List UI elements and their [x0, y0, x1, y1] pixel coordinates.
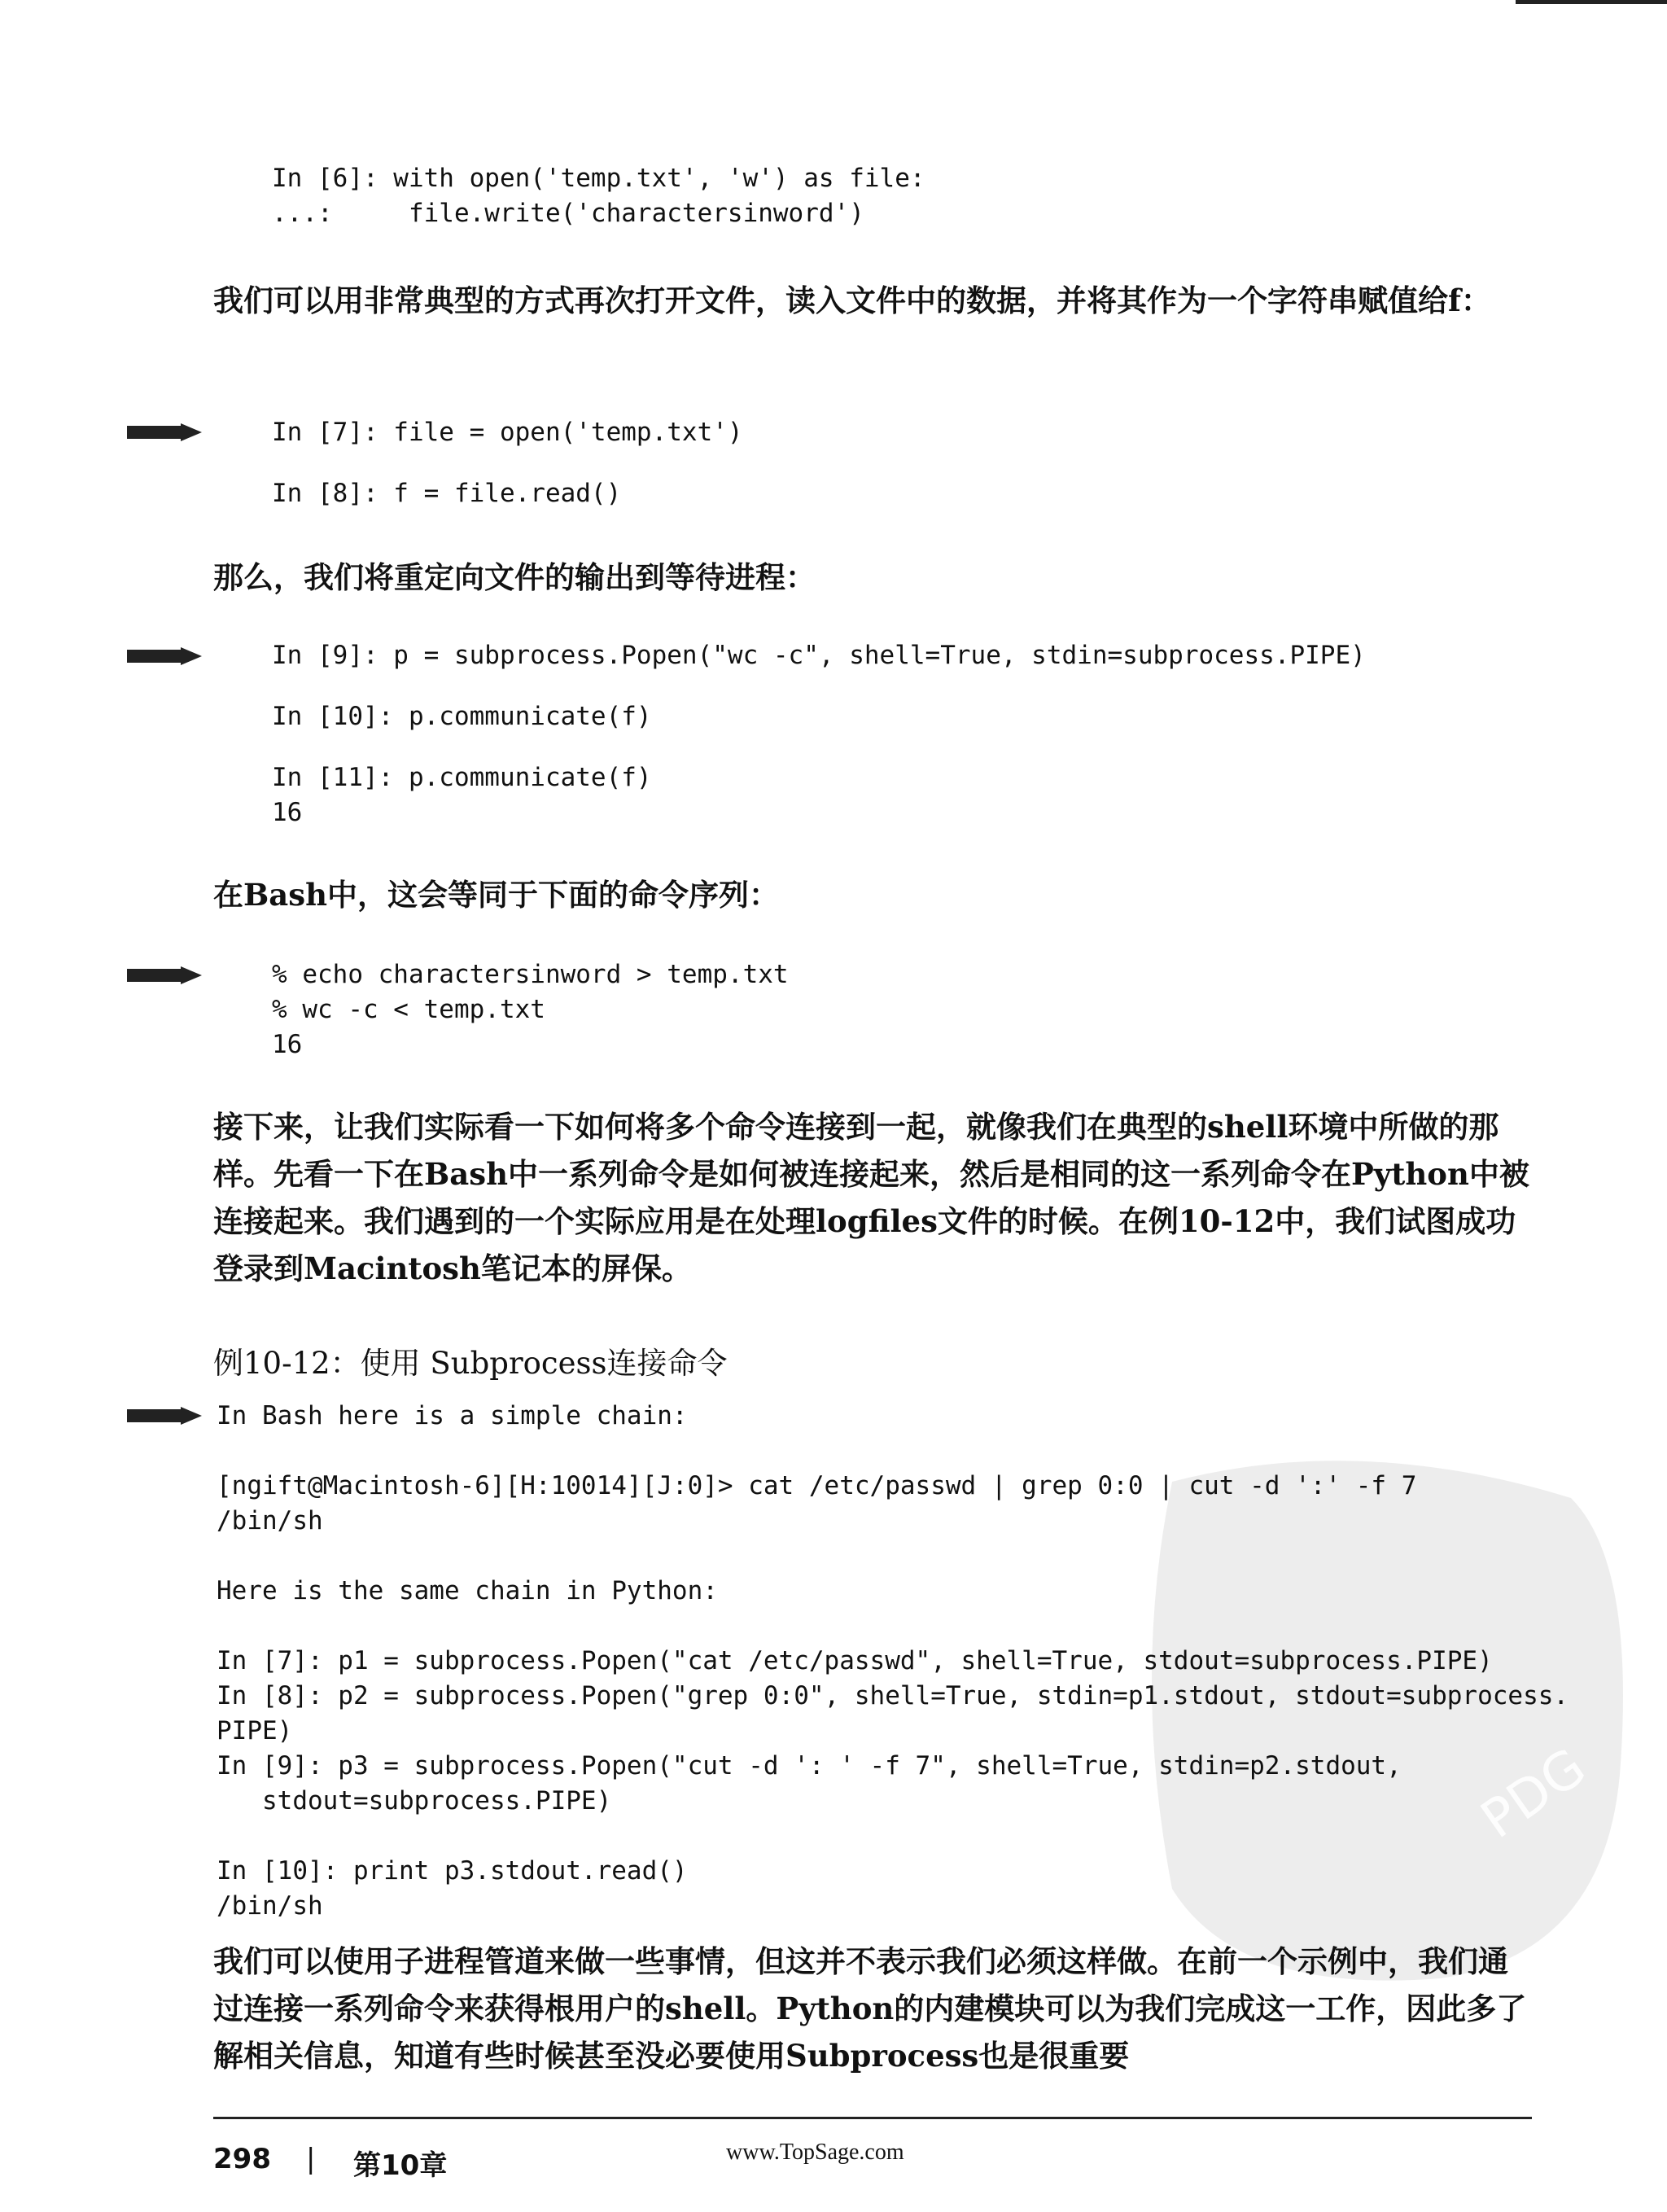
code-line: In [10]: print p3.stdout.read() [217, 1856, 688, 1886]
code-line: In [7]: p1 = subprocess.Popen("cat /etc/passwd", shell=True, stdout=subprocess.PIPE) [217, 1646, 1493, 1675]
code-line: Here is the same chain in Python: [217, 1576, 718, 1605]
chapter-label: 第10章 [353, 2149, 448, 2182]
code-block-1 [272, 161, 925, 231]
code-in8: In [8]: f = file.read() [272, 479, 622, 508]
paragraph: 在Bash中，这会等同于下面的命令序列： [213, 877, 779, 913]
arrow-icon [127, 966, 202, 984]
arrow-icon [127, 423, 202, 441]
code-line: /bin/sh [217, 1891, 323, 1921]
arrow-icon [127, 647, 202, 665]
code-line: In [11]: p.communicate(f) [272, 763, 652, 792]
top-edge-line [1516, 0, 1667, 4]
code-line: % wc -c < temp.txt [272, 995, 545, 1024]
code-line: /bin/sh [217, 1506, 323, 1535]
footer-separator: | [306, 2143, 316, 2175]
watermark-stamp [1115, 1433, 1652, 1986]
code-line: In [9]: p3 = subprocess.Popen("cut -d ': ' -f 7", shell=True, stdin=p2.stdout, [217, 1751, 1402, 1781]
paragraph: 我们可以使用子进程管道来做一些事情，但这并不表示我们必须这样做。在前一个示例中，我们通过连接一系列命令来获得根用户的shell。Python的内建模块可以为我们完成这一工作，因此多了解相关信息，知道有些时候甚至没必要使用Subprocess也是很重要 [213, 1943, 1527, 2074]
paragraph: 接下来，让我们实际看一下如何将多个命令连接到一起，就像我们在典型的shell环境中所做的那样。先看一下在Bash中一系列命令是如何被连接起来，然后是相同的这一系列命令在Python中被连接起来。我们遇到的一个实际应用是在处理logfiles文件的时候。在例10-12中，我们试图成功登录到Macintosh笔记本的屏保。 [213, 1109, 1529, 1286]
code-line: ...: file.write('charactersinword') [272, 199, 864, 228]
code-in9: In [9]: p = subprocess.Popen("wc -c", shell=True, stdin=subprocess.PIPE) [272, 641, 1366, 670]
code-in7: In [7]: file = open('temp.txt') [272, 418, 743, 447]
page-number: 298 [213, 2143, 271, 2175]
code-in11 [272, 760, 652, 830]
code-in10: In [10]: p.communicate(f) [272, 702, 652, 731]
code-line: In Bash here is a simple chain: [217, 1401, 688, 1430]
code-line: In [8]: p2 = subprocess.Popen("grep 0:0", shell=True, stdin=p1.stdout, stdout=subprocess. [217, 1681, 1569, 1710]
paragraph: 我们可以用非常典型的方式再次打开文件，读入文件中的数据，并将其作为一个字符串赋值给f： [213, 283, 1491, 318]
footer-url: www.TopSage.com [726, 2140, 904, 2165]
code-line: stdout=subprocess.PIPE) [217, 1786, 612, 1816]
code-line: PIPE) [217, 1716, 293, 1746]
bash-block [272, 957, 789, 1062]
code-line: In [6]: with open('temp.txt', 'w') as file: [272, 164, 925, 193]
paragraph: 那么，我们将重定向文件的输出到等待进程： [213, 559, 816, 595]
arrow-icon [127, 1407, 202, 1425]
code-line: 16 [272, 1030, 303, 1059]
stamp-text: PDG [1470, 1737, 1597, 1851]
code-line: % echo charactersinword > temp.txt [272, 960, 789, 989]
footer-rule [213, 2117, 1532, 2119]
code-line: [ngift@Macintosh-6][H:10014][J:0]> cat /etc/passwd | grep 0:0 | cut -d ':' -f 7 [217, 1471, 1417, 1500]
example-caption: 例10-12：使用 Subprocess连接命令 [213, 1346, 728, 1381]
code-line: 16 [272, 798, 303, 827]
